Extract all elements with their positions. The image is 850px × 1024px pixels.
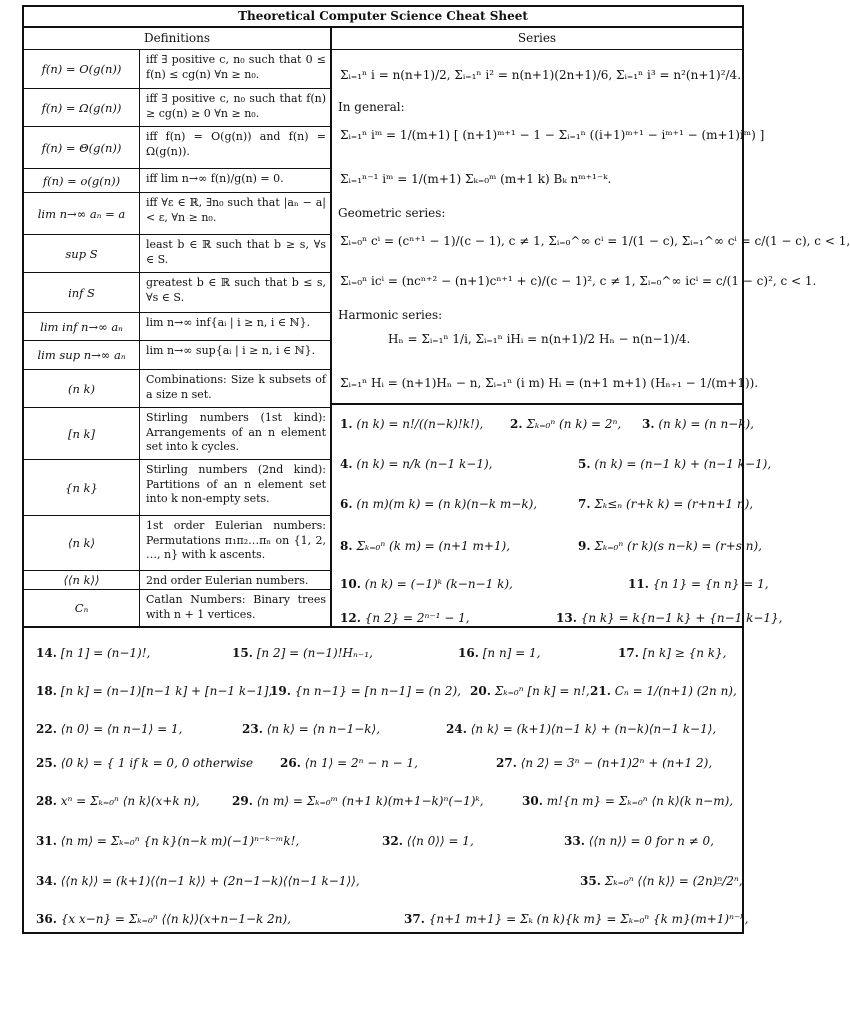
identity-item: 27. ⟨n 2⟩ = 3ⁿ − (n+1)2ⁿ + (n+1 2), [496,756,713,770]
definition-text: iff ∀ε ∈ ℝ, ∃n₀ such that |aₙ − a| < ε, ∀n ≥ n₀. [146,196,326,224]
identity-item: 11. {n 1} = {n n} = 1, [628,577,769,591]
definition-text: iff ∃ positive c, n₀ such that 0 ≤ f(n) ≤ cg(n) ∀n ≥ n₀. [146,53,326,81]
identity-item: 1. (n k) = n!/((n−k)!k!), [340,417,484,431]
definition-text: iff f(n) = O(g(n)) and f(n) = Ω(g(n)). [146,130,326,158]
definition-text: least b ∈ ℝ such that b ≥ s, ∀s ∈ S. [146,238,326,266]
identity-item: 2. Σₖ₌₀ⁿ (n k) = 2ⁿ, [510,417,622,431]
definition-text: Catlan Numbers: Binary trees with n + 1 vertices. [146,593,326,621]
definition-row [24,590,330,626]
definition-row [24,313,330,341]
definition-text: iff lim n→∞ f(n)/g(n) = 0. [146,172,284,185]
identity-item: 3. (n k) = (n n−k), [642,417,754,431]
stirling-eulerian-identities [24,626,749,932]
power-sums: Σᵢ₌₁ⁿ i = n(n+1)/2, Σᵢ₌₁ⁿ i² = n(n+1)(2n+1)/6, Σᵢ₌₁ⁿ i³ = n²(n+1)²/4. [340,68,742,82]
identity-item: 26. ⟨n 1⟩ = 2ⁿ − n − 1, [280,756,418,770]
identity-item: 33. ⟨⟨n n⟩⟩ = 0 for n ≠ 0, [564,834,714,848]
identity-item: 18. [n k] = (n−1)[n−1 k] + [n−1 k−1], [36,684,273,698]
definition-term: ⟨⟨n k⟩⟩ [24,571,140,589]
identity-item: 14. [n 1] = (n−1)!, [36,646,151,660]
identity-item: 23. ⟨n k⟩ = ⟨n n−1−k⟩, [242,722,381,736]
page-title: Theoretical Computer Science Cheat Sheet [24,7,742,28]
definition-term: sup S [24,235,140,272]
harmonic-sum-2: Σᵢ₌₁ⁿ Hᵢ = (n+1)Hₙ − n, Σᵢ₌₁ⁿ (i m) Hᵢ = (n+1 m+1) (Hₙ₊₁ − 1/(m+1)). [340,376,759,390]
definition-row [24,341,330,370]
definition-term: lim n→∞ aₙ = a [24,193,140,234]
definitions-header: Definitions [24,28,332,50]
definition-row [24,370,330,408]
definition-term: inf S [24,273,140,312]
definition-text: 2nd order Eulerian numbers. [146,574,309,587]
definition-term: f(n) = O(g(n)) [24,50,140,88]
series-panel [332,50,850,405]
identity-item: 5. (n k) = (n−1 k) + (n−1 k−1), [578,457,772,471]
identity-item: 35. Σₖ₌₀ⁿ ⟨⟨n k⟩⟩ = (2n)ⁿ̲/2ⁿ, [580,874,743,888]
definition-term: lim sup n→∞ aₙ [24,341,140,369]
definition-text: Stirling numbers (2nd kind): Partitions of an n element set into k non-empty sets. [146,463,326,505]
definition-row [24,127,330,169]
general-sum-1: Σᵢ₌₁ⁿ iᵐ = 1/(m+1) [ (n+1)ᵐ⁺¹ − 1 − Σᵢ₌₁ⁿ ((i+1)ᵐ⁺¹ − iᵐ⁺¹ − (m+1)iᵐ) ] [340,128,765,142]
definition-term: (n k) [24,370,140,407]
identity-item: 6. (n m)(m k) = (n k)(n−k m−k), [340,497,538,511]
definition-term: lim inf n→∞ aₙ [24,313,140,340]
general-sum-2: Σᵢ₌₁ⁿ⁻¹ iᵐ = 1/(m+1) Σₖ₌₀ᵐ (m+1 k) Bₖ nᵐ⁺¹⁻ᵏ. [340,172,612,186]
identity-item: 21. Cₙ = 1/(n+1) (2n n), [590,684,737,698]
identity-item: 30. m!{n m} = Σₖ₌₀ⁿ ⟨n k⟩(k n−m), [522,794,734,808]
geometric-label: Geometric series: [338,206,446,220]
definition-row [24,89,330,127]
identity-item: 31. ⟨n m⟩ = Σₖ₌₀ⁿ {n k}(n−k m)(−1)ⁿ⁻ᵏ⁻ᵐk!, [36,834,300,848]
identity-item: 37. {n+1 m+1} = Σₖ (n k){k m} = Σₖ₌₀ⁿ {k m}(m+1)ⁿ⁻ᵏ, [404,912,749,926]
geometric-sum-1: Σᵢ₌₀ⁿ cⁱ = (cⁿ⁺¹ − 1)/(c − 1), c ≠ 1, Σᵢ₌₀^∞ cⁱ = 1/(1 − c), Σᵢ₌₁^∞ cⁱ = c/(1 − c), c < 1, [340,234,850,248]
definition-text: greatest b ∈ ℝ such that b ≤ s, ∀s ∈ S. [146,276,326,304]
definition-row [24,460,330,516]
identity-item: 8. Σₖ₌₀ⁿ (k m) = (n+1 m+1), [340,539,511,553]
binomial-identities [332,405,783,626]
definition-text: lim n→∞ sup{aᵢ | i ≥ n, i ∈ ℕ}. [146,344,316,357]
definition-term: f(n) = Θ(g(n)) [24,127,140,168]
harmonic-label: Harmonic series: [338,308,443,322]
definition-row [24,50,330,89]
identity-item: 19. {n n−1} = [n n−1] = (n 2), [270,684,461,698]
identity-item: 29. ⟨n m⟩ = Σₖ₌₀ᵐ (n+1 k)(m+1−k)ⁿ(−1)ᵏ, [232,794,484,808]
identity-item: 13. {n k} = k{n−1 k} + {n−1 k−1}, [556,611,783,625]
definition-term: f(n) = o(g(n)) [24,169,140,192]
definition-text: lim n→∞ inf{aᵢ | i ≥ n, i ∈ ℕ}. [146,316,311,329]
series-header: Series [332,28,742,50]
definition-term: Cₙ [24,590,140,626]
identity-item: 28. xⁿ = Σₖ₌₀ⁿ ⟨n k⟩(x+k n), [36,794,200,808]
identity-item: 16. [n n] = 1, [458,646,541,660]
definition-row [24,193,330,235]
identity-item: 36. {x x−n} = Σₖ₌₀ⁿ ⟨⟨n k⟩⟩(x+n−1−k 2n), [36,912,291,926]
harmonic-sum-1: Hₙ = Σᵢ₌₁ⁿ 1/i, Σᵢ₌₁ⁿ iHᵢ = n(n+1)/2 Hₙ − n(n−1)/4. [388,332,691,346]
definition-row [24,516,330,571]
definition-text: Combinations: Size k subsets of a size n set. [146,373,326,401]
definition-text: iff ∃ positive c, n₀ such that f(n) ≥ cg(n) ≥ 0 ∀n ≥ n₀. [146,92,326,120]
identity-item: 4. (n k) = n/k (n−1 k−1), [340,457,493,471]
identity-item: 20. Σₖ₌₀ⁿ [n k] = n!, [470,684,590,698]
identity-item: 32. ⟨⟨n 0⟩⟩ = 1, [382,834,474,848]
identity-item: 10. (n k) = (−1)ᵏ (k−n−1 k), [340,577,513,591]
definitions-table [24,50,332,626]
identity-item: 25. ⟨0 k⟩ = { 1 if k = 0, 0 otherwise [36,756,254,770]
cheat-sheet [22,5,850,934]
definition-term: ⟨n k⟩ [24,516,140,570]
identity-item: 24. ⟨n k⟩ = (k+1)⟨n−1 k⟩ + (n−k)⟨n−1 k−1⟩, [446,722,717,736]
definition-text: Stirling numbers (1st kind): Arrangements of an n element set into k cycles. [146,411,326,453]
definition-text: 1st order Eulerian numbers: Permutations π₁π₂…πₙ on {1, 2, …, n} with k ascents. [146,519,326,561]
in-general-label: In general: [338,100,405,114]
identity-item: 34. ⟨⟨n k⟩⟩ = (k+1)⟨⟨n−1 k⟩⟩ + (2n−1−k)⟨⟨n−1 k−1⟩⟩, [36,874,360,888]
definition-row [24,169,330,193]
identity-item: 15. [n 2] = (n−1)!Hₙ₋₁, [232,646,373,660]
definition-term: [n k] [24,408,140,459]
definition-row [24,235,330,273]
geometric-sum-2: Σᵢ₌₀ⁿ icⁱ = (ncⁿ⁺² − (n+1)cⁿ⁺¹ + c)/(c − 1)², c ≠ 1, Σᵢ₌₀^∞ icⁱ = c/(1 − c)², c < 1. [340,274,817,288]
identity-item: 12. {n 2} = 2ⁿ⁻¹ − 1, [340,611,470,625]
definition-term: f(n) = Ω(g(n)) [24,89,140,126]
identity-item: 22. ⟨n 0⟩ = ⟨n n−1⟩ = 1, [36,722,183,736]
identity-item: 17. [n k] ≥ {n k}, [618,646,727,660]
identity-item: 9. Σₖ₌₀ⁿ (r k)(s n−k) = (r+s n), [578,539,762,553]
identity-item: 7. Σₖ≤ₙ (r+k k) = (r+n+1 n), [578,497,754,511]
definition-row [24,273,330,313]
definition-row [24,571,330,590]
definition-row [24,408,330,460]
definition-term: {n k} [24,460,140,515]
